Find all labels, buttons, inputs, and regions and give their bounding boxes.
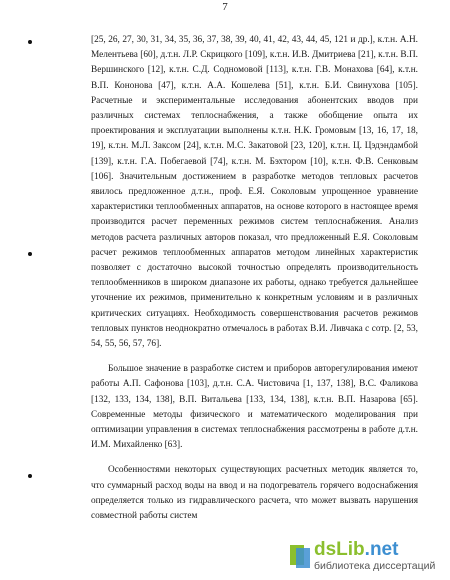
body-text <box>91 33 418 524</box>
watermark-brand: dsLib.net <box>314 539 399 560</box>
margin-dot <box>28 40 32 44</box>
page-number: 7 <box>222 1 228 13</box>
paragraph: Особенностями некоторых существующих расчетных методик является то, что суммарный расход воды на ввод и на подогреватель горячего водоснабжения определяется только из гидравлического расчета, что может вызвать нарушения совместной работы систем <box>91 465 418 522</box>
watermark-logo <box>288 538 438 574</box>
paragraph: Большое значение в разработке систем и приборов авторегулирования имеют работы А.П. Сафонова [103], д.т.н. С.А. Чистовича [1, 137, 138], В.С. Фаликова [132, 133, 134, 138], В.П. Витальева [133, 134, 138], к.т.н. В.П. Назарова [65]. Современные методы физического и математического моделирования при оптимизации управления в системах теплоснабжения рассмотрены в работе д.т.н. И.М. Михайленко [63]. <box>91 364 418 451</box>
book-icon <box>288 542 312 570</box>
watermark-caption: библиотека диссертаций <box>314 560 436 572</box>
paragraph: [25, 26, 27, 30, 31, 34, 35, 36, 37, 38, 39, 40, 41, 42, 43, 44, 45, 121 и др.], к.т.н. А.Н. Мелентьева [60], д.т.н. Л.Р. Скрицкого [109], к.т.н. И.В. Дмитриева [21], к.т.н. В.П. Вершинского [12], к.т.н. С.Д. Содномовой [113], к.т.н. Г.В. Монахова [64], к.т.н. В.П. Кононова [47], к.т.н. А.А. Кошелева [51], к.т.н. Б.И. Свинухова [105]. Расчетные и экспериментальные исследования абонентских вводов при различных системах теплоснабжения, а также обобщение опыта их проектирования и эксплуатации выполнены к.т.н. Н.К. Громовым [13, 16, 17, 18, 19], к.т.н. М.Л. Заксом [24], к.т.н. М.С. Закатовой [23, 120], к.т.н. Ц. Цэдэндамбой [139], к.т.н. Г.А. Побегаевой [74], к.т.н. М. Бэхтором [10], к.т.н. Ф.В. Сенковым [106]. Значительным достижением в разработке методов тепловых расчетов явилось предложенное д.т.н., проф. Е.Я. Соколовым упрощенное уравнение характеристики теплообменных аппаратов, на основе которого в настоящее время производится расчет переменных режимов систем теплоснабжения. Анализ методов расчета различных авторов показал, что предложенный Е.Я. Соколовым расчет режимов теплообменных аппаратов методом линейных характеристик позволяет с достаточно высокой точностью определять производительность теплообменников в широком диапазоне их работы, однако требуется дальнейшее уточнение их режимов, применительно к конкретным условиям и в различных критических ситуациях. Необходимость совершенствования расчетов режимов тепловых пунктов неоднократно отмечалось в работах В.И. Ливчака с сотр. [2, 53, 54, 55, 56, 57, 76]. <box>91 35 418 350</box>
margin-dot <box>28 474 32 478</box>
margin-dot <box>28 252 32 256</box>
